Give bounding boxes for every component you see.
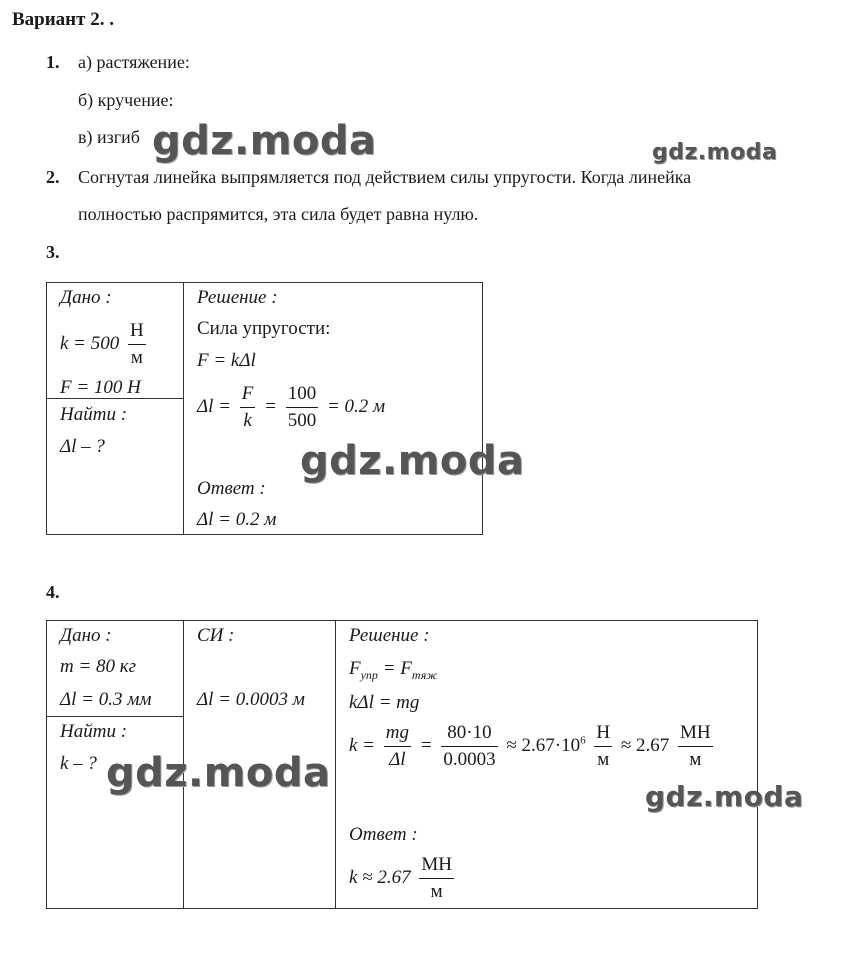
page-title: Вариант 2. .	[12, 9, 114, 30]
q3-k-unit-num: Н	[128, 318, 146, 345]
q4-find-label: Найти :	[60, 721, 128, 742]
q4-si-label: СИ :	[197, 625, 235, 646]
q4-answer	[349, 852, 458, 905]
q4-frac1-den: Δl	[389, 749, 406, 770]
q3-solution-label: Решение :	[197, 287, 278, 308]
q3-find-value: Δl – ?	[60, 436, 105, 457]
q3-f-given: F = 100 Н	[60, 377, 141, 398]
q4-answer-label: Ответ :	[349, 824, 418, 845]
q4-unit2-num: МН	[678, 720, 713, 747]
q2-text-line1: Согнутая линейка выпрямляется под действием силы упругости. Когда линейка	[78, 167, 692, 187]
q3-frac-fk	[240, 381, 256, 434]
q4-frac1-num: mg	[384, 720, 411, 747]
q3-formula: F = kΔl	[197, 350, 256, 371]
q3-k-given	[60, 318, 150, 371]
q4-exponent: 6	[580, 734, 586, 747]
q4-solution-label: Решение :	[349, 625, 430, 646]
q4-unit2	[678, 720, 713, 773]
q4-frac2-den: 0.0003	[443, 749, 496, 770]
q4-eq1-sub-tyazh: тяж	[411, 667, 438, 682]
q4-unit1-den: м	[597, 749, 610, 770]
q4-si-value: Δl = 0.0003 м	[197, 689, 305, 710]
q1-answer-a: а) растяжение:	[78, 52, 190, 72]
q4-unit2-den: м	[689, 749, 702, 770]
q4-eq1-f: F	[349, 658, 361, 679]
watermark-1: gdz.moda	[152, 118, 377, 164]
q4-number: 4.	[46, 582, 60, 602]
q1-number: 1.	[46, 52, 60, 72]
q4-find-value: k – ?	[60, 753, 97, 774]
q4-answer-lhs: k ≈ 2.67	[349, 866, 411, 888]
q4-eq2: kΔl = mg	[349, 692, 420, 713]
q3-eq-sign: =	[264, 395, 277, 417]
q4-calculation	[349, 720, 717, 773]
q4-dl-given: Δl = 0.3 мм	[60, 689, 152, 710]
q3-dl-lhs: Δl =	[197, 395, 232, 417]
q4-answer-unit-den: м	[430, 881, 443, 902]
q4-k-lhs: k =	[349, 734, 376, 756]
q4-eq-sign: =	[419, 734, 433, 756]
watermark-5: gdz.moda	[645, 780, 804, 813]
q3-frac2-num: 100	[286, 381, 319, 408]
watermark-2: gdz.moda	[652, 140, 778, 165]
q2-number: 2.	[46, 167, 60, 187]
q4-approx-val: ≈ 2.67·10	[506, 734, 581, 756]
watermark-4: gdz.moda	[106, 750, 331, 796]
q3-force-text: Сила упругости:	[197, 318, 331, 339]
q4-unit1	[594, 720, 612, 773]
q4-mass: m = 80 кг	[60, 656, 137, 677]
q3-given-label: Дано :	[60, 287, 112, 308]
q3-frac1-den: k	[243, 410, 252, 431]
q4-eq1	[349, 658, 437, 683]
q1-answer-b: б) кручение:	[78, 90, 174, 110]
q3-frac1-num: F	[240, 381, 256, 408]
q4-frac-mg	[384, 720, 411, 773]
q4-answer-unit-num: МН	[419, 852, 454, 879]
q2-text-line2: полностью распрямится, эта сила будет равна нулю.	[78, 204, 479, 224]
q3-answer-label: Ответ :	[197, 478, 266, 499]
q4-frac-numbers	[441, 720, 497, 773]
q4-frac2-num: 80·10	[441, 720, 497, 747]
q3-k-lhs: k = 500	[60, 332, 120, 354]
q4-approx	[506, 735, 585, 756]
q3-k-unit	[128, 318, 146, 371]
q3-frac-numbers	[286, 381, 319, 434]
watermark-3: gdz.moda	[300, 438, 525, 484]
q3-number: 3.	[46, 242, 60, 262]
q1-answer-c: в) изгиб	[78, 127, 140, 147]
q3-frac2-den: 500	[287, 410, 317, 431]
q4-approx2: ≈ 2.67	[620, 734, 670, 756]
q3-k-unit-den: м	[130, 347, 143, 368]
q3-find-label: Найти :	[60, 404, 128, 425]
q4-eq1-sub-upr: упр	[360, 667, 378, 682]
q4-eq1-mid: = F	[377, 658, 412, 679]
q4-unit1-num: Н	[594, 720, 612, 747]
q3-dl-result: = 0.2 м	[326, 395, 386, 417]
q3-calculation	[197, 381, 385, 434]
q3-answer: Δl = 0.2 м	[197, 509, 277, 530]
q4-answer-unit	[419, 852, 454, 905]
q4-given-label: Дано :	[60, 625, 112, 646]
